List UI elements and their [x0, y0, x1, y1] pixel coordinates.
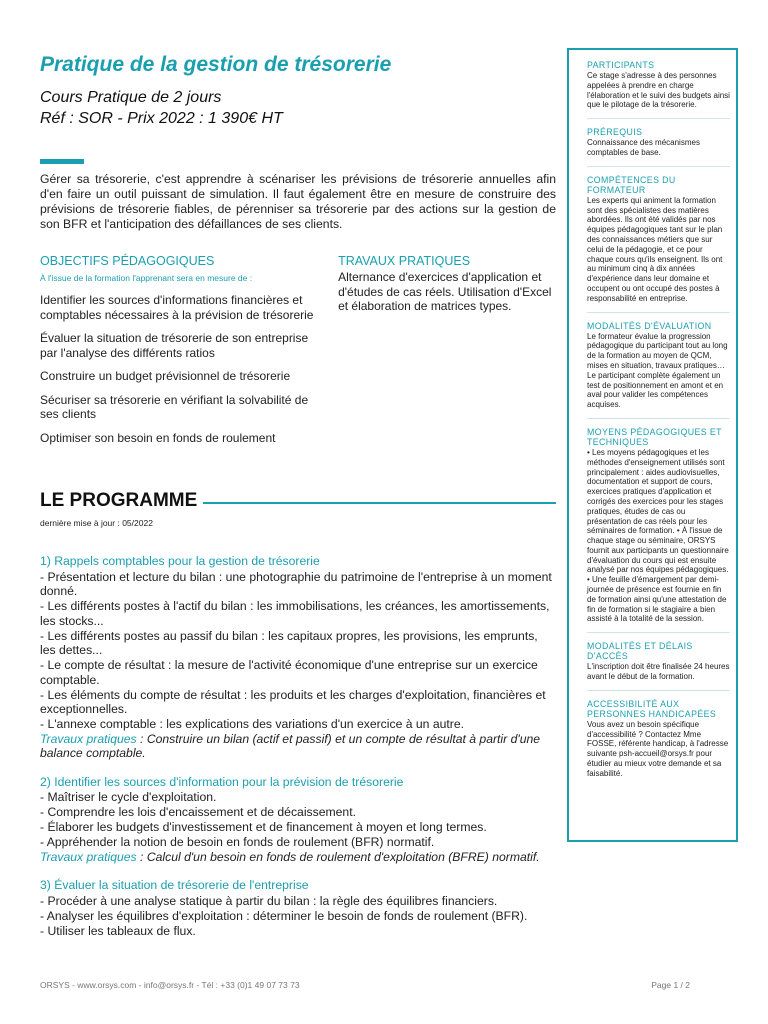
travaux-heading: TRAVAUX PRATIQUES: [338, 254, 471, 268]
page-number: Page 1 / 2: [651, 980, 690, 990]
sidebar-competences: [587, 175, 730, 313]
section-line: - Les éléments du compte de résultat : les produits et les charges d'exploitation, financières et exceptionnelles.: [40, 687, 546, 716]
objective-item: Construire un budget prévisionnel de trésorerie: [40, 369, 291, 383]
sidebar-heading: MODALITÉS ET DÉLAIS D'ACCÈS: [587, 641, 693, 662]
section-line: - Utiliser les tableaux de flux.: [40, 923, 196, 938]
sidebar-participants: [587, 60, 730, 119]
sidebar-heading: ACCESSIBILITÉ AUX PERSONNES HANDICAPÉES: [587, 698, 717, 719]
travaux-pratiques-note: [40, 850, 556, 865]
sidebar-accessibilite: [587, 699, 730, 787]
programme-section-3: [40, 878, 556, 938]
travaux-pratiques-label: Travaux pratiques: [40, 731, 137, 746]
sidebar-heading: MODALITÉS D'ÉVALUATION: [587, 320, 712, 331]
accent-divider: [40, 159, 84, 164]
objectives-travaux-columns: [40, 254, 556, 445]
section-line: - Procéder à une analyse statique à partir du bilan : la règle des équilibres financiers.: [40, 893, 498, 908]
objective-item: Optimiser son besoin en fonds de roulement: [40, 430, 276, 445]
section-line: - Les différents postes au passif du bilan : les capitaux propres, les provisions, les emprunts, les dettes...: [40, 628, 538, 657]
sidebar-text: Ce stage s'adresse à des personnes appelées à prendre en charge l'élaboration et le suivi des budgets ainsi que le pilotage de la trésorerie.: [587, 71, 730, 110]
sidebar-heading: PRÉREQUIS: [587, 127, 643, 138]
sidebar-heading: PARTICIPANTS: [587, 60, 655, 70]
programme-header: [40, 490, 556, 512]
section-line: - Élaborer les budgets d'investissement et de financement à moyen et long termes.: [40, 820, 487, 834]
sidebar-heading: COMPÉTENCES DU FORMATEUR: [587, 174, 676, 195]
info-sidebar: [567, 48, 738, 842]
objectives-heading: OBJECTIFS PÉDAGOGIQUES: [40, 254, 215, 268]
sidebar-evaluation: [587, 321, 730, 419]
section-line: - Présentation et lecture du bilan : une photographie du patrimoine de l'entreprise à un moment donné.: [40, 569, 552, 598]
section-line: - Comprendre les lois d'encaissement et de décaissement.: [40, 805, 356, 819]
sidebar-prerequis: [587, 127, 730, 167]
travaux-pratiques-text: : Calcul d'un besoin en fonds de roulement d'exploitation (BFRE) normatif.: [136, 849, 540, 864]
sidebar-acces: [587, 641, 730, 691]
course-title: Pratique de la gestion de trésorerie: [40, 53, 392, 76]
section-line: - Analyser les équilibres d'exploitation : déterminer le besoin de fonds de roulement (BFR).: [40, 908, 528, 923]
programme-section-1: [40, 554, 556, 761]
sidebar-text: • Les moyens pédagogiques et les méthodes d'enseignement utilisés sont principalement : aides audiovisuelles, documentation et support de cours, exercices pratiques d'application et corrigés des exercices pour les stages pratiques, études de cas ou présentation de cas réels pour les séminaires de formation. • À l'issue de chaque stage ou séminaire, ORSYS fournit aux participants un questionnaire d'évaluation du cours qui est ensuite analysé par nos équipes pédagogiques. • Une feuille d'émargement par demi-journée de présence est fournie en fin de formation ainsi qu'une attestation de fin de formation si le stagiaire a bien assisté à la totalité de la session.: [587, 447, 729, 624]
section-line: - Le compte de résultat : la mesure de l'activité économique d'une entreprise sur un exercice comptable.: [40, 658, 538, 687]
travaux-text: Alternance d'exercices d'application et d'études de cas réels. Utilisation d'Excel et élaboration de matrices types.: [338, 270, 552, 313]
objective-item: Identifier les sources d'informations financières et comptables nécessaires à la prévision de trésorerie: [40, 293, 314, 322]
sidebar-text: Le formateur évalue la progression pédagogique du participant tout au long de la formation au moyen de QCM, mises en situation, travaux pratiques… Le participant complète également un test de positionnement en amont et en aval pour valider les compétences acquises.: [587, 331, 728, 410]
objective-item: Sécuriser sa trésorerie en vérifiant la solvabilité de ses clients: [40, 392, 309, 421]
sidebar-text: Vous avez un besoin spécifique d'accessibilité ? Contactez Mme FOSSE, référente handicap, à l'adresse suivante psh-accueil@orsys.fr pour étudier au mieux votre demande et sa faisabilité.: [587, 719, 729, 778]
programme-section-2: [40, 775, 556, 865]
section-line: - Appréhender la notion de besoin en fonds de roulement (BFR) normatif.: [40, 835, 435, 849]
section-heading: 2) Identifier les sources d'information pour la prévision de trésorerie: [40, 774, 404, 789]
main-content: [40, 52, 556, 938]
sidebar-text: L'inscription doit être finalisée 24 heures avant le début de la formation.: [587, 662, 730, 682]
travaux-section: [338, 254, 556, 445]
course-duration: Cours Pratique de 2 jours: [40, 89, 222, 106]
section-line: - L'annexe comptable : les explications des variations d'un exercice à un autre.: [40, 717, 465, 731]
sidebar-text: Les experts qui animent la formation sont des spécialistes des matières abordées. Ils ont été validés par nos équipes pédagogiques tant sur le plan des connaissances métiers que sur celui de la pédagogie, et ce pour chaque cours qu'ils enseignent. Ils ont au minimum cinq à dix années d'expérience dans leur domaine et occupent ou ont occupé des postes à responsabilité en entreprise.: [587, 195, 723, 303]
programme-divider: [203, 502, 556, 504]
page-footer: [40, 980, 690, 990]
travaux-pratiques-note: [40, 732, 556, 761]
section-line: - Maîtriser le cycle d'exploitation.: [40, 790, 217, 804]
section-heading: 3) Évaluer la situation de trésorerie de l'entreprise: [40, 878, 309, 892]
course-reference-price: Réf : SOR - Prix 2022 : 1 390€ HT: [40, 110, 283, 127]
sidebar-text: Connaissance des mécanismes comptables de base.: [587, 138, 700, 157]
sidebar-heading: MOYENS PÉDAGOGIQUES ET TECHNIQUES: [587, 426, 722, 447]
travaux-pratiques-label: Travaux pratiques: [40, 849, 137, 864]
objectives-section: [40, 254, 324, 445]
footer-contact: ORSYS - www.orsys.com - info@orsys.fr - Tél : +33 (0)1 49 07 73 73: [40, 980, 300, 990]
objectives-note: À l'issue de la formation l'apprenant sera en mesure de :: [40, 273, 253, 283]
course-intro: Gérer sa trésorerie, c'est apprendre à scénariser les prévisions de trésorerie annuelles afin d'en faire un outil puissant de simulation. Il faut également être en mesure de construire des prévisions de trésorerie fiables, de pérenniser sa trésorerie par des actions sur la gestion de son BFR et l'anticipation des défaillances de ses clients.: [40, 172, 556, 231]
objective-item: Évaluer la situation de trésorerie de son entreprise par l'analyse des différents ratios: [40, 331, 309, 360]
travaux-pratiques-text: : Construire un bilan (actif et passif) et un compte de résultat à partir d'une balance comptable.: [40, 731, 541, 760]
programme-title: LE PROGRAMME: [40, 490, 198, 511]
section-line: - Les différents postes à l'actif du bilan : les immobilisations, les créances, les amortissements, les stocks...: [40, 599, 550, 628]
section-heading: 1) Rappels comptables pour la gestion de trésorerie: [40, 554, 320, 568]
sidebar-moyens: [587, 427, 730, 633]
last-updated: dernière mise à jour : 05/2022: [40, 518, 153, 528]
